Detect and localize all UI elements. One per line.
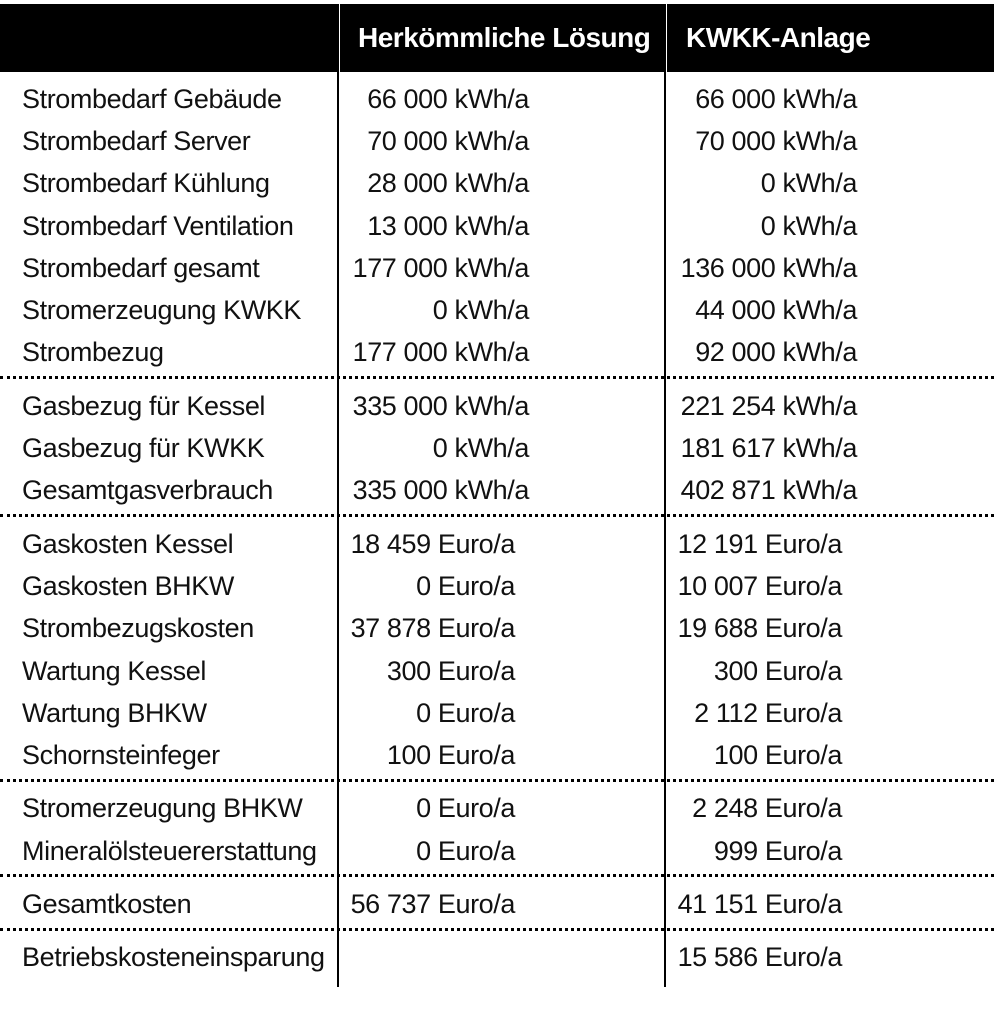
value-kwkk: 66 000 kWh/a xyxy=(695,83,857,114)
table-row xyxy=(0,650,994,692)
header-kwkk-plant: KWKK-Anlage xyxy=(686,22,871,53)
table-row xyxy=(0,937,994,979)
value-kwkk: 12 191 Euro/a xyxy=(677,528,842,559)
row-label: Schornsteinfeger xyxy=(22,740,220,771)
value-conventional: 66 000 kWh/a xyxy=(367,83,529,114)
value-conventional: 0 Euro/a xyxy=(416,835,515,866)
value-kwkk: 15 586 Euro/a xyxy=(677,942,842,973)
table-row xyxy=(0,247,994,289)
table-row xyxy=(0,788,994,830)
value-conventional: 37 878 Euro/a xyxy=(350,613,515,644)
value-conventional: 56 737 Euro/a xyxy=(350,888,515,919)
value-conventional: 70 000 kWh/a xyxy=(367,125,529,156)
value-conventional xyxy=(340,937,515,979)
row-label: Betriebskosteneinsparung xyxy=(22,942,325,973)
table-row xyxy=(0,470,994,512)
value-conventional: 0 Euro/a xyxy=(416,697,515,728)
value-conventional: 28 000 kWh/a xyxy=(367,168,529,199)
row-label: Strombezug xyxy=(22,337,164,368)
table-row xyxy=(0,78,994,120)
value-kwkk: 136 000 kWh/a xyxy=(680,252,857,283)
value-kwkk: 300 Euro/a xyxy=(713,655,842,686)
table-row xyxy=(0,163,994,205)
value-conventional: 13 000 kWh/a xyxy=(367,210,529,241)
group-divider xyxy=(0,779,994,782)
row-label: Strombedarf Gebäude xyxy=(22,83,282,114)
value-conventional: 100 Euro/a xyxy=(386,740,515,771)
table-row xyxy=(0,332,994,374)
value-conventional: 300 Euro/a xyxy=(386,655,515,686)
table-row xyxy=(0,692,994,734)
table-row xyxy=(0,427,994,469)
value-kwkk: 999 Euro/a xyxy=(713,835,842,866)
table-row xyxy=(0,289,994,331)
row-label: Mineralölsteuererstattung xyxy=(22,835,317,866)
table-header xyxy=(0,4,994,72)
group-divider xyxy=(0,874,994,877)
value-kwkk: 10 007 Euro/a xyxy=(677,570,842,601)
column-divider-right xyxy=(664,4,666,987)
table-row xyxy=(0,883,994,925)
row-label: Strombedarf Ventilation xyxy=(22,210,294,241)
value-conventional: 0 Euro/a xyxy=(416,793,515,824)
value-kwkk: 2 112 Euro/a xyxy=(694,697,842,728)
table-row xyxy=(0,565,994,607)
value-conventional: 335 000 kWh/a xyxy=(352,390,529,421)
row-label: Strombezugskosten xyxy=(22,613,254,644)
comparison-table xyxy=(0,4,994,979)
row-label: Gesamtgasverbrauch xyxy=(22,475,273,506)
group-divider xyxy=(0,376,994,379)
value-conventional: 177 000 kWh/a xyxy=(352,337,529,368)
column-divider-left xyxy=(337,4,339,987)
value-kwkk: 44 000 kWh/a xyxy=(695,295,857,326)
value-kwkk: 19 688 Euro/a xyxy=(677,613,842,644)
row-label: Wartung Kessel xyxy=(22,655,206,686)
value-kwkk: 100 Euro/a xyxy=(713,740,842,771)
row-label: Strombedarf Server xyxy=(22,125,251,156)
row-label: Gaskosten Kessel xyxy=(22,528,234,559)
table-row xyxy=(0,830,994,872)
header-conventional-solution: Herkömmliche Lösung xyxy=(358,22,651,53)
table-row xyxy=(0,120,994,162)
group-divider xyxy=(0,928,994,931)
value-kwkk: 41 151 Euro/a xyxy=(677,888,842,919)
value-kwkk: 2 248 Euro/a xyxy=(692,793,842,824)
row-label: Gasbezug für KWKK xyxy=(22,433,265,464)
row-label: Wartung BHKW xyxy=(22,697,207,728)
table-row xyxy=(0,205,994,247)
row-label: Gasbezug für Kessel xyxy=(22,390,266,421)
table-row xyxy=(0,523,994,565)
value-conventional: 0 Euro/a xyxy=(416,570,515,601)
value-kwkk: 181 617 kWh/a xyxy=(680,433,857,464)
value-kwkk: 92 000 kWh/a xyxy=(695,337,857,368)
row-label: Gesamtkosten xyxy=(22,888,192,919)
value-kwkk: 402 871 kWh/a xyxy=(680,475,857,506)
value-conventional: 335 000 kWh/a xyxy=(352,475,529,506)
value-kwkk: 0 kWh/a xyxy=(760,168,857,199)
row-label: Stromerzeugung KWKK xyxy=(22,295,302,326)
value-conventional: 0 kWh/a xyxy=(432,295,529,326)
value-kwkk: 0 kWh/a xyxy=(760,210,857,241)
table-row xyxy=(0,734,994,776)
row-label: Stromerzeugung BHKW xyxy=(22,793,303,824)
table-body xyxy=(0,78,994,979)
value-conventional: 0 kWh/a xyxy=(432,433,529,464)
table-row xyxy=(0,385,994,427)
value-kwkk: 221 254 kWh/a xyxy=(680,390,857,421)
value-conventional: 18 459 Euro/a xyxy=(350,528,515,559)
group-divider xyxy=(0,514,994,517)
row-label: Strombedarf Kühlung xyxy=(22,168,270,199)
table-row xyxy=(0,608,994,650)
value-kwkk: 70 000 kWh/a xyxy=(695,125,857,156)
row-label: Strombedarf gesamt xyxy=(22,252,260,283)
row-label: Gaskosten BHKW xyxy=(22,570,234,601)
value-conventional: 177 000 kWh/a xyxy=(352,252,529,283)
